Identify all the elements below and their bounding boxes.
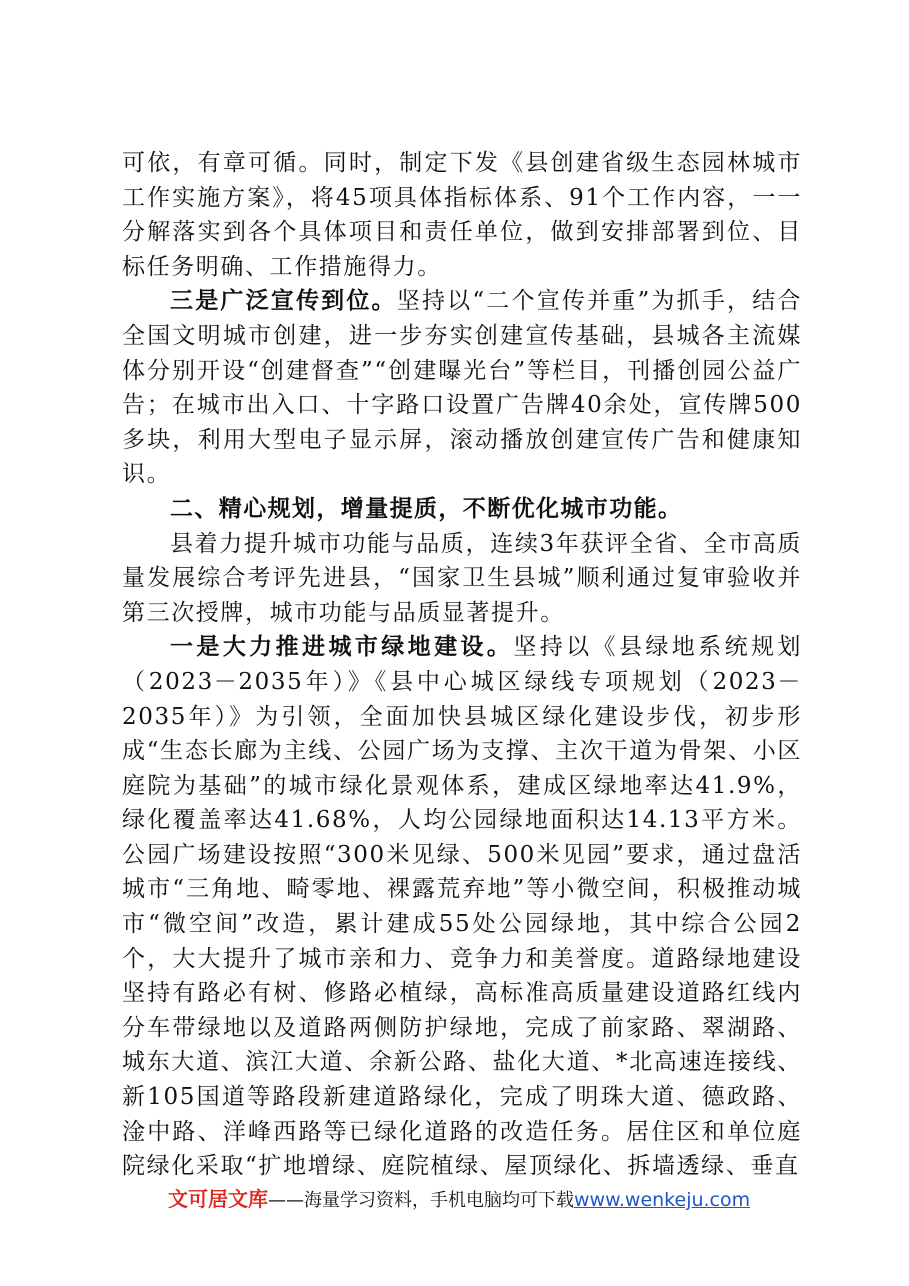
footer-banner <box>168 1183 750 1212</box>
paragraph-text: 可依，有章可循。同时，制定下发《县创建省级生态园林城市工作实施方案》，将45项具体指标体系、91个工作内容，一一分解落实到各个具体项目和责任单位，做到安排部署到位、目标任务明确、工作措施得力。 <box>122 150 802 280</box>
footer-tagline: ——海量学习资料，手机电脑均可下载 <box>268 1190 574 1211</box>
paragraph-text: 坚持以《县绿地系统规划（2023－2035年）》《县中心城区绿线专项规划（2023－2035年）》为引领，全面加快县城区绿化建设步伐，初步形成“生态长廊为主线、公园广场为支撑、主次干道为骨架、小区庭院为基础”的城市绿化景观体系，建成区绿地率达41.9%，绿化覆盖率达41.68%，人均公园绿地面积达14.13平方米。公园广场建设按照“300米见绿、500米见园”要求，通过盘活城市“三角地、畸零地、裸露荒弃地”等小微空间，积极推动城市“微空间”改造，累计建成55处公园绿地，其中综合公园2个，大大提升了城市亲和力、竞争力和美誉度。道路绿地建设坚持有路必有树、修路必植绿，高标准高质量建设道路红线内分车带绿地以及道路两侧防护绿地，完成了前家路、翠湖路、城东大道、滨江大道、余新公路、盐化大道、*北高速连接线、新105国道等路段新建道路绿化，完成了明珠大道、德政路、淦中路、洋峰西路等已绿化道路的改造任务。居住区和单位庭院绿化采取“扩地增绿、庭院植绿、屋顶绿化、拆墙透绿、垂直 <box>122 634 802 1180</box>
document-page <box>122 146 802 1184</box>
body-paragraph <box>122 284 802 492</box>
paragraph-text: 坚持以“二个宣传并重”为抓手，结合全国文明城市创建，进一步夯实创建宣传基础，县城各主流媒体分别开设“创建督查”“创建曝光台”等栏目，刊播创园公益广告；在城市出入口、十字路口设置广告牌40余处，宣传牌500多块，利用大型电子显示屏，滚动播放创建宣传广告和健康知识。 <box>122 288 803 488</box>
footer-url-link[interactable]: www.wenkeju.com <box>574 1189 751 1211</box>
section-intro: 县着力提升城市功能与品质，连续3年获评全省、全市高质量发展综合考评先进县，“国家卫生县城”顺利通过复审验收并第三次授牌，城市功能与品质显著提升。 <box>122 530 802 626</box>
section-heading: 二、精心规划，增量提质，不断优化城市功能。 <box>170 495 683 522</box>
body-paragraph <box>122 146 802 284</box>
paragraph-lead: 三是广泛宣传到位。 <box>170 288 397 315</box>
paragraph-lead: 一是大力推进城市绿地建设。 <box>170 634 514 661</box>
body-paragraph <box>122 630 802 1184</box>
footer-brand: 文可居文库 <box>168 1187 268 1211</box>
